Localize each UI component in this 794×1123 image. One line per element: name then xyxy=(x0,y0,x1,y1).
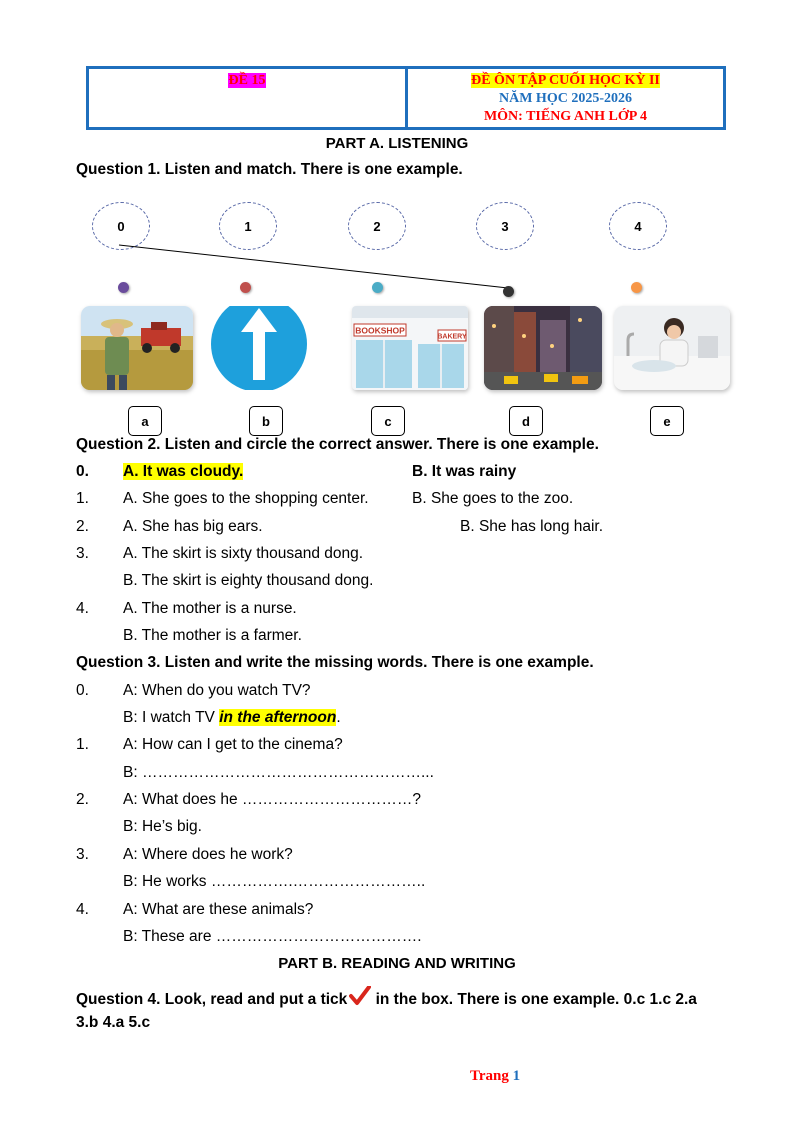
picture-city-street xyxy=(484,306,602,390)
question-2-title: Question 2. Listen and circle the correct answer. There is one example. xyxy=(76,436,599,453)
exam-number: ĐỀ 15 xyxy=(228,73,266,88)
match-number-4: 4 xyxy=(609,202,667,250)
q2-item-3-option-b[interactable]: B. The skirt is eighty thousand dong. xyxy=(123,572,374,589)
q2-item-4-number: 4. xyxy=(76,600,89,617)
q3-item-2-question-blank[interactable]: A: What does he ……………………………? xyxy=(123,791,422,808)
q3-item-0-question: A: When do you watch TV? xyxy=(123,682,311,699)
tick-icon xyxy=(349,986,371,1006)
page-number: 1 xyxy=(512,1068,521,1084)
q3-item-3-answer-blank[interactable]: B: He works …………….…………………….. xyxy=(123,873,426,890)
picture-farmer xyxy=(81,306,193,390)
subject: MÔN: TIẾNG ANH LỚP 4 xyxy=(483,109,648,124)
question-1-title: Question 1. Listen and match. There is one example. xyxy=(76,161,463,178)
q3-item-0-answer-line xyxy=(123,709,341,727)
exam-title: ĐỀ ÔN TẬP CUỐI HỌC KỲ II xyxy=(471,73,660,88)
question-3-title: Question 3. Listen and write the missing words. There is one example. xyxy=(76,654,594,671)
match-dot-a[interactable] xyxy=(118,282,129,293)
question-4-title-start: Question 4. Look, read and put a tick xyxy=(76,991,348,1008)
page-footer xyxy=(470,1068,520,1085)
q2-item-2-option-b[interactable]: B. She has long hair. xyxy=(460,518,604,535)
match-dot-c[interactable] xyxy=(372,282,383,293)
question-4-title-line2: 3.b 4.a 5.c xyxy=(76,1014,151,1031)
q2-item-0-option-a[interactable]: A. It was cloudy. xyxy=(123,463,244,480)
picture-bookshop xyxy=(352,306,468,390)
q2-item-1-option-a[interactable]: A. She goes to the shopping center. xyxy=(123,490,369,507)
q3-item-1-number: 1. xyxy=(76,736,89,753)
q3-item-4-question: A: What are these animals? xyxy=(123,901,314,918)
q2-item-4-option-a[interactable]: A. The mother is a nurse. xyxy=(123,600,297,617)
q3-item-4-number: 4. xyxy=(76,901,89,918)
match-number-2: 2 xyxy=(348,202,406,250)
match-number-0: 0 xyxy=(92,202,150,250)
q2-item-1-number: 1. xyxy=(76,490,89,507)
match-letter-d: d xyxy=(509,406,543,436)
match-dot-e[interactable] xyxy=(631,282,642,293)
page-word: Trang xyxy=(470,1068,509,1084)
q2-item-3-number: 3. xyxy=(76,545,89,562)
q2-item-1-option-b[interactable]: B. She goes to the zoo. xyxy=(412,490,574,507)
q2-item-3-option-a[interactable]: A. The skirt is sixty thousand dong. xyxy=(123,545,364,562)
q3-item-2-number: 2. xyxy=(76,791,89,808)
q2-item-0-number: 0. xyxy=(76,463,89,480)
q3-item-1-answer-blank[interactable]: B: ………………………………………………... xyxy=(123,764,434,781)
match-dot-b[interactable] xyxy=(240,282,251,293)
part-b-heading: PART B. READING AND WRITING xyxy=(278,955,516,972)
picture-go-straight-sign xyxy=(206,306,318,390)
q2-item-2-option-a[interactable]: A. She has big ears. xyxy=(123,518,263,535)
q3-item-1-question: A: How can I get to the cinema? xyxy=(123,736,343,753)
question-4-title xyxy=(76,986,697,1009)
q3-item-2-answer: B: He’s big. xyxy=(123,818,202,835)
picture-girl-washing xyxy=(614,306,730,390)
match-letter-a: a xyxy=(128,406,162,436)
q3-item-4-answer-blank[interactable]: B: These are …………………………………. xyxy=(123,928,422,945)
match-letter-e: e xyxy=(650,406,684,436)
q2-item-2-number: 2. xyxy=(76,518,89,535)
match-number-3: 3 xyxy=(476,202,534,250)
q2-item-4-option-b[interactable]: B. The mother is a farmer. xyxy=(123,627,302,644)
bookshop-sign-text: BOOKSHOP xyxy=(355,325,405,336)
bakery-sign-text: BAKERY xyxy=(437,333,467,341)
q3-item-3-question: A: Where does he work? xyxy=(123,846,293,863)
match-letter-b: b xyxy=(249,406,283,436)
q3-item-0-answer-prefix: B: I watch TV xyxy=(123,709,220,726)
q3-item-0-example-answer: in the afternoon xyxy=(219,709,337,726)
question-4-title-end: in the box. There is one example. 0.c 1.c 2.a xyxy=(371,991,697,1008)
part-a-heading: PART A. LISTENING xyxy=(325,135,469,152)
match-number-1: 1 xyxy=(219,202,277,250)
q3-item-0-number: 0. xyxy=(76,682,89,699)
match-dot-d[interactable] xyxy=(503,286,514,297)
example-match-line xyxy=(0,0,794,320)
q3-item-3-number: 3. xyxy=(76,846,89,863)
match-letter-c: c xyxy=(371,406,405,436)
q2-item-0-option-b[interactable]: B. It was rainy xyxy=(412,463,517,480)
school-year: NĂM HỌC 2025-2026 xyxy=(499,91,632,106)
q3-item-0-answer-suffix: . xyxy=(336,709,341,726)
